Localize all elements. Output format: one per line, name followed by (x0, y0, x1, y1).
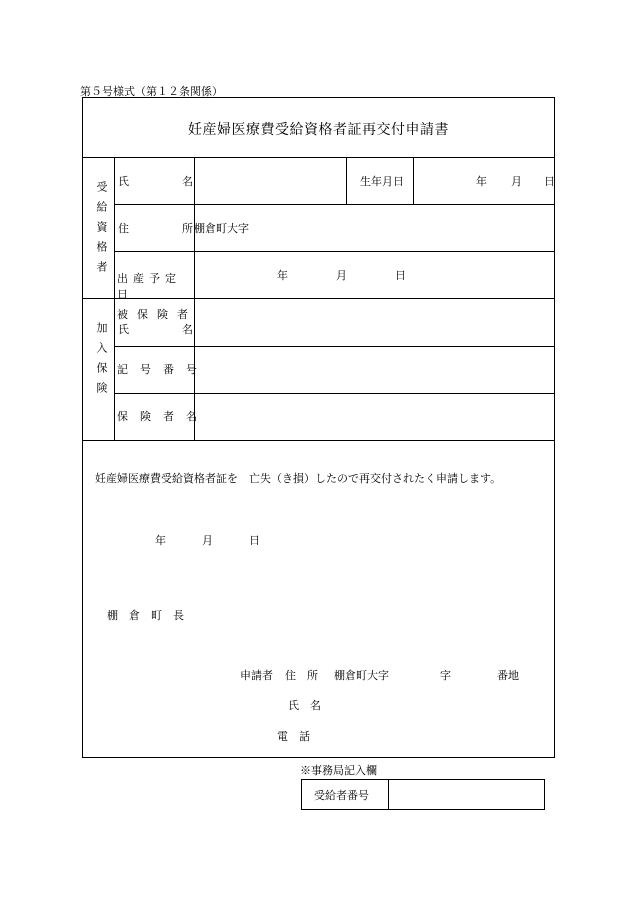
applicant-address-field[interactable] (392, 664, 532, 686)
insured-name-field[interactable] (195, 299, 554, 345)
due-year-unit: 年 (277, 269, 288, 282)
birth-year-unit: 年 (476, 175, 487, 188)
due-date-label-text: 出産予定日 (117, 272, 181, 301)
table-bottom-divider (82, 440, 555, 441)
insurer-name-label: 保険者名 (117, 410, 209, 423)
name-label-second: 名 (182, 175, 193, 188)
applicant-phone-field[interactable] (320, 725, 530, 747)
insurance-section-heading-text: 加入保険 (95, 322, 108, 402)
insured-label-line2-second: 名 (182, 323, 193, 336)
insured-label-line1: 被保険者 (117, 308, 197, 321)
symbol-number-field[interactable] (195, 347, 554, 392)
recipient-section-heading (91, 181, 108, 281)
applicant-name-label: 氏 名 (288, 699, 321, 712)
symbol-number-label: 記号番号 (117, 363, 209, 376)
due-date-field[interactable] (195, 252, 554, 297)
recipient-name-field[interactable] (195, 158, 345, 203)
addressee: 棚 倉 町 長 (107, 609, 184, 622)
insurance-section-heading (91, 322, 108, 422)
applicant-address-label: 住 所 (285, 669, 318, 682)
form-title: 妊産婦医療費受給資格者証再交付申請書 (188, 122, 449, 138)
applicant-address-value: 棚倉町大字 (334, 669, 389, 682)
recipient-address-field[interactable] (250, 205, 554, 250)
name-label-first: 氏 (118, 175, 129, 188)
applicant-phone-label: 電 話 (277, 730, 310, 743)
applicant-banchi-unit: 番地 (497, 669, 519, 682)
request-statement: 妊産婦医療費受給資格者証を 亡失（き損）したので再交付されたく申請します。 (95, 472, 502, 485)
application-month-unit: 月 (202, 534, 213, 547)
applicant-name-field[interactable] (330, 694, 530, 716)
applicant-label: 申請者 (240, 669, 273, 682)
birth-month-unit: 月 (511, 175, 522, 188)
form-number-label: 第５号様式（第１２条関係） (80, 85, 223, 98)
birth-date-label: 生年月日 (360, 175, 404, 188)
address-label-second: 所 (182, 222, 193, 235)
birth-day-unit: 日 (544, 175, 555, 188)
office-use-note: ※事務局記入欄 (300, 764, 377, 777)
insured-label-line2-first: 氏 (118, 323, 129, 336)
birth-label-left-divider (346, 157, 347, 204)
applicant-aza-unit: 字 (440, 669, 451, 682)
application-year-unit: 年 (155, 534, 166, 547)
heading-column-divider (114, 157, 115, 440)
recipient-address-value: 棚倉町大字 (194, 222, 249, 235)
application-day-unit: 日 (249, 534, 260, 547)
recipient-number-label: 受給者番号 (314, 789, 369, 802)
insurer-name-field[interactable] (195, 394, 554, 439)
address-label-first: 住 (118, 222, 129, 235)
due-date-label (117, 270, 191, 302)
recipient-section-heading-text: 受給資格者 (95, 181, 108, 281)
application-date-field[interactable] (120, 528, 270, 550)
due-day-unit: 日 (395, 269, 406, 282)
due-month-unit: 月 (336, 269, 347, 282)
recipient-number-field[interactable] (389, 780, 544, 809)
